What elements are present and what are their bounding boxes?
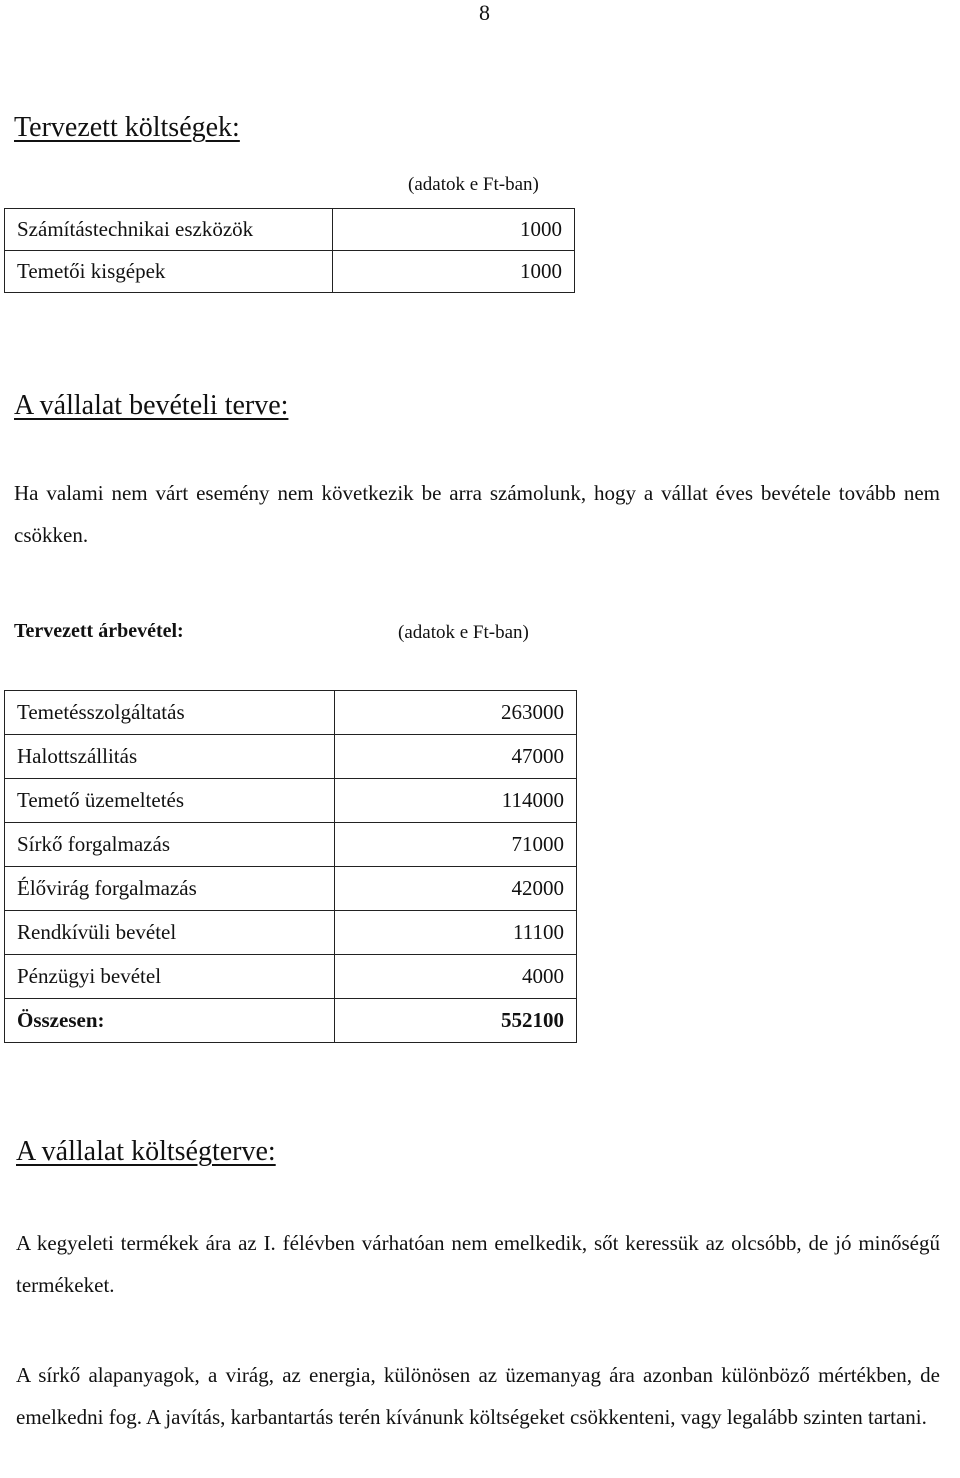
cost-value: 1000 xyxy=(333,209,575,251)
cost-plan-heading: A vállalat költségterve: xyxy=(16,1136,276,1167)
table-row xyxy=(5,779,577,823)
revenue-value: 11100 xyxy=(335,911,577,955)
revenue-value: 114000 xyxy=(335,779,577,823)
revenue-plan-heading: A vállalat bevételi terve: xyxy=(14,390,289,421)
table-row xyxy=(5,251,575,293)
page-number: 8 xyxy=(479,0,490,25)
revenue-plan-paragraph: Ha valami nem várt esemény nem következik be arra számolunk, hogy a vállat éves bevétele tovább nem csökken. xyxy=(14,481,940,547)
planned-revenue-table xyxy=(4,690,577,1043)
revenue-value: 4000 xyxy=(335,955,577,999)
table-row xyxy=(5,955,577,999)
costs-heading: Tervezett költségek: xyxy=(14,112,240,143)
table-row xyxy=(5,209,575,251)
table-row xyxy=(5,867,577,911)
revenue-total-value: 552100 xyxy=(335,999,577,1043)
revenue-value: 71000 xyxy=(335,823,577,867)
cost-label: Temetői kisgépek xyxy=(5,251,333,293)
planned-revenue-heading: Tervezett árbevétel: xyxy=(14,620,184,642)
table-row xyxy=(5,911,577,955)
cost-label: Számítástechnikai eszközök xyxy=(5,209,333,251)
costs-table xyxy=(4,208,575,293)
revenue-label: Élővirág forgalmazás xyxy=(5,867,335,911)
revenue-value: 42000 xyxy=(335,867,577,911)
revenue-label: Halottszállitás xyxy=(5,735,335,779)
table-row xyxy=(5,735,577,779)
cost-plan-paragraph-2: A sírkő alapanyagok, a virág, az energia, különösen az üzemanyag ára azonban különböző mértékben, de emelkedni fog. A javítás, karbantartás terén kívánunk költségeket csökkenteni, vagy legalább szinten tartani. xyxy=(16,1363,940,1429)
revenue-value: 47000 xyxy=(335,735,577,779)
revenue-total-label: Összesen: xyxy=(5,999,335,1043)
revenue-label: Rendkívüli bevétel xyxy=(5,911,335,955)
table-total-row xyxy=(5,999,577,1043)
revenue-label: Sírkő forgalmazás xyxy=(5,823,335,867)
revenue-label: Pénzügyi bevétel xyxy=(5,955,335,999)
cost-value: 1000 xyxy=(333,251,575,293)
revenue-label: Temetésszolgáltatás xyxy=(5,691,335,735)
revenue-value: 263000 xyxy=(335,691,577,735)
revenue-label: Temető üzemeltetés xyxy=(5,779,335,823)
cost-plan-paragraph-1: A kegyeleti termékek ára az I. félévben várhatóan nem emelkedik, sőt keressük az olcsóbb, de jó minőségű termékeket. xyxy=(16,1231,940,1297)
table-row xyxy=(5,691,577,735)
planned-revenue-unit-note: (adatok e Ft-ban) xyxy=(398,622,529,643)
costs-unit-note: (adatok e Ft-ban) xyxy=(408,174,539,195)
table-row xyxy=(5,823,577,867)
